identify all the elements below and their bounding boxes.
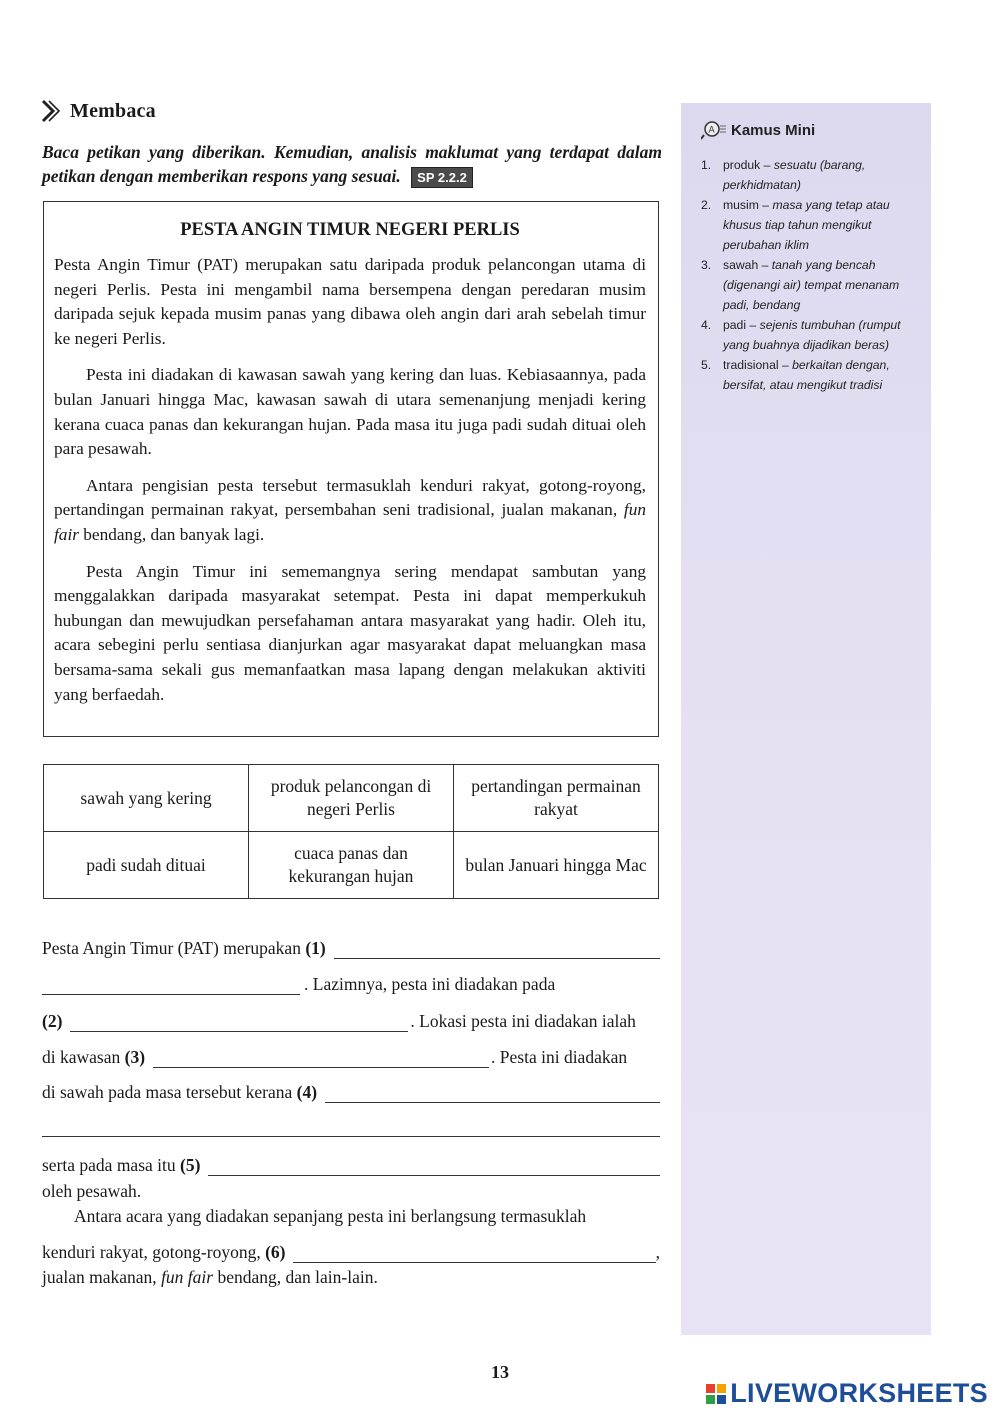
cloze-text: di sawah pada masa tersebut kerana bbox=[42, 1082, 293, 1102]
cloze-text: Pesta Angin Timur (PAT) merupakan bbox=[42, 938, 301, 958]
table-row bbox=[44, 765, 659, 832]
item-number: 5. bbox=[701, 358, 712, 372]
item-definition: tanah yang bencah (digenangi air) tempat menanam padi, bendang bbox=[723, 258, 900, 312]
page-number: 13 bbox=[491, 1362, 509, 1382]
blank-number-5: (5) bbox=[180, 1155, 201, 1175]
kamus-title: Kamus Mini bbox=[731, 121, 816, 139]
cloze-text: . Lazimnya, pesta ini diadakan pada bbox=[304, 974, 556, 994]
option-cell[interactable]: sawah yang kering bbox=[44, 765, 249, 832]
kamus-header bbox=[701, 119, 815, 141]
answer-blank-5[interactable] bbox=[208, 1157, 660, 1176]
cloze-text: . Pesta ini diadakan bbox=[491, 1047, 628, 1067]
cloze-line-5 bbox=[42, 1081, 660, 1103]
cloze-line-9 bbox=[42, 1205, 660, 1227]
item-definition: masa yang tetap atau khusus tiap tahun mengikut perubahan iklim bbox=[723, 198, 890, 252]
answer-blank-4-cont[interactable] bbox=[42, 1118, 660, 1137]
passage-paragraph-4: Pesta Angin Timur ini sememangnya sering mendapat sambutan yang menggalakkan daripada masyarakat setempat. Pesta ini dapat memperkukuh hubungan dan mewujudkan persefahaman antara masyarakat yang hadir. Oleh itu, acara sebegini perlu sentiasa dianjurkan agar masyarakat dapat meluangkan masa bersama-sama sekali gus memanfaatkan masa lapang dengan melakukan aktiviti yang berfaedah. bbox=[54, 561, 646, 704]
cloze-line-2 bbox=[42, 973, 660, 995]
option-cell[interactable]: padi sudah dituai bbox=[44, 832, 249, 899]
cloze-line-10 bbox=[42, 1241, 660, 1263]
list-item: 1. produk – sesuatu (barang, perkhidmatan) bbox=[701, 155, 923, 195]
kamus-list bbox=[701, 155, 923, 395]
option-cell[interactable]: bulan Januari hingga Mac bbox=[454, 832, 659, 899]
table-row bbox=[44, 832, 659, 899]
answer-blank-1-cont[interactable] bbox=[42, 976, 300, 995]
passage-paragraph-3 bbox=[54, 474, 646, 548]
cloze-text: bendang, dan lain-lain. bbox=[217, 1267, 378, 1287]
blank-number-2: (2) bbox=[42, 1011, 63, 1031]
blank-number-4: (4) bbox=[296, 1082, 318, 1102]
section-header bbox=[40, 98, 156, 124]
instruction-text: Baca petikan yang diberikan. Kemudian, analisis maklumat yang terdapat dalam petikan dengan memberikan respons yang sesuai. bbox=[42, 142, 662, 186]
svg-text:A: A bbox=[708, 125, 715, 136]
option-cell[interactable]: cuaca panas dan kekurangan hujan bbox=[249, 832, 454, 899]
kamus-mini-sidebar bbox=[681, 103, 931, 1335]
item-definition: sesuatu (barang, perkhidmatan) bbox=[723, 158, 866, 192]
item-definition: berkaitan dengan, bersifat, atau mengikut tradisi bbox=[723, 358, 890, 392]
answer-blank-4[interactable] bbox=[325, 1084, 660, 1103]
passage-paragraph-2: Pesta ini diadakan di kawasan sawah yang kering dan luas. Kebiasaannya, pada bulan Januari hingga Mac, kawasan sawah di utara semenanjung menjadi kering kerana cuaca panas dan kekurangan hujan. Pada masa itu juga padi sudah dituai oleh para pesawah. bbox=[54, 365, 646, 459]
cloze-italic: fun fair bbox=[161, 1267, 214, 1287]
p3-text-before: Antara pengisian pesta tersebut termasuklah kenduri rakyat, gotong-royong, pertandingan permainan rakyat, persembahan seni tradisional, jualan makanan, bbox=[54, 475, 646, 520]
cloze-text: oleh pesawah. bbox=[42, 1181, 142, 1201]
answer-blank-6[interactable] bbox=[293, 1244, 655, 1263]
item-definition: sejenis tumbuhan (rumput yang buahnya dijadikan beras) bbox=[723, 318, 901, 352]
answer-blank-2[interactable] bbox=[70, 1013, 408, 1032]
item-number: 2. bbox=[701, 198, 712, 212]
cloze-text: , bbox=[655, 1242, 660, 1262]
item-word: sawah bbox=[723, 258, 759, 272]
instruction bbox=[42, 140, 662, 188]
cloze-line-6 bbox=[42, 1118, 660, 1137]
list-item: 2. musim – masa yang tetap atau khusus tiap tahun mengikut perubahan iklim bbox=[701, 195, 923, 255]
cloze-line-8 bbox=[42, 1180, 660, 1202]
section-title: Membaca bbox=[70, 99, 156, 122]
cloze-text: di kawasan bbox=[42, 1047, 121, 1067]
blank-number-1: (1) bbox=[305, 938, 326, 958]
cloze-line-7 bbox=[42, 1154, 660, 1176]
item-word: produk bbox=[723, 158, 761, 172]
cloze-text-justified bbox=[304, 973, 660, 995]
option-cell[interactable]: pertandingan permainan rakyat bbox=[454, 765, 659, 832]
cloze-line-11 bbox=[42, 1266, 660, 1288]
list-item: 5. tradisional – berkaitan dengan, bersifat, atau mengikut tradisi bbox=[701, 355, 923, 395]
cloze-text: kenduri rakyat, gotong-royong, bbox=[42, 1242, 261, 1262]
passage-title: PESTA ANGIN TIMUR NEGERI PERLIS bbox=[180, 220, 520, 240]
cloze-line-1 bbox=[42, 937, 660, 959]
item-word: musim bbox=[723, 198, 759, 212]
item-number: 1. bbox=[701, 158, 712, 172]
cloze-text: jualan makanan, bbox=[42, 1267, 157, 1287]
brand-footer[interactable] bbox=[706, 1378, 988, 1409]
answer-options-table bbox=[43, 764, 659, 899]
p3-italic: fun fair bbox=[54, 500, 646, 544]
item-number: 3. bbox=[701, 258, 712, 272]
reading-passage bbox=[43, 201, 659, 737]
item-word: tradisional bbox=[723, 358, 779, 372]
item-word: padi bbox=[723, 318, 747, 332]
cloze-line-4 bbox=[42, 1046, 660, 1068]
cloze-line-3 bbox=[42, 1010, 660, 1032]
answer-blank-3[interactable] bbox=[153, 1049, 489, 1068]
blank-number-6: (6) bbox=[265, 1242, 286, 1262]
liveworksheets-logo-icon bbox=[706, 1384, 726, 1404]
passage-paragraph-1: Pesta Angin Timur (PAT) merupakan satu daripada produk pelancongan utama di negeri Perlis. Pesta ini mengambil nama bersempena dengan peredaran musim daripada sejuk kepada musim panas yang dibawa oleh angin dari arah sebelah timur ke negeri Perlis. bbox=[54, 255, 646, 348]
chevron-right-icon bbox=[40, 98, 62, 124]
cloze-text: . Lokasi pesta ini diadakan ialah bbox=[410, 1011, 636, 1031]
item-number: 4. bbox=[701, 318, 712, 332]
p3-text-after: bendang, dan banyak lagi. bbox=[78, 524, 265, 544]
dictionary-magnifier-icon bbox=[701, 119, 727, 141]
sp-badge: SP 2.2.2 bbox=[411, 167, 473, 188]
answer-blank-1[interactable] bbox=[334, 940, 660, 959]
list-item: 3. sawah – tanah yang bencah (digenangi air) tempat menanam padi, bendang bbox=[701, 255, 923, 315]
option-cell[interactable]: produk pelancongan di negeri Perlis bbox=[249, 765, 454, 832]
list-item: 4. padi – sejenis tumbuhan (rumput yang buahnya dijadikan beras) bbox=[701, 315, 923, 355]
cloze-text: Antara acara yang diadakan sepanjang pesta ini berlangsung termasuklah bbox=[74, 1206, 587, 1226]
brand-name: LIVEWORKSHEETS bbox=[730, 1378, 988, 1408]
cloze-text: serta pada masa itu bbox=[42, 1155, 176, 1175]
blank-number-3: (3) bbox=[124, 1047, 146, 1067]
